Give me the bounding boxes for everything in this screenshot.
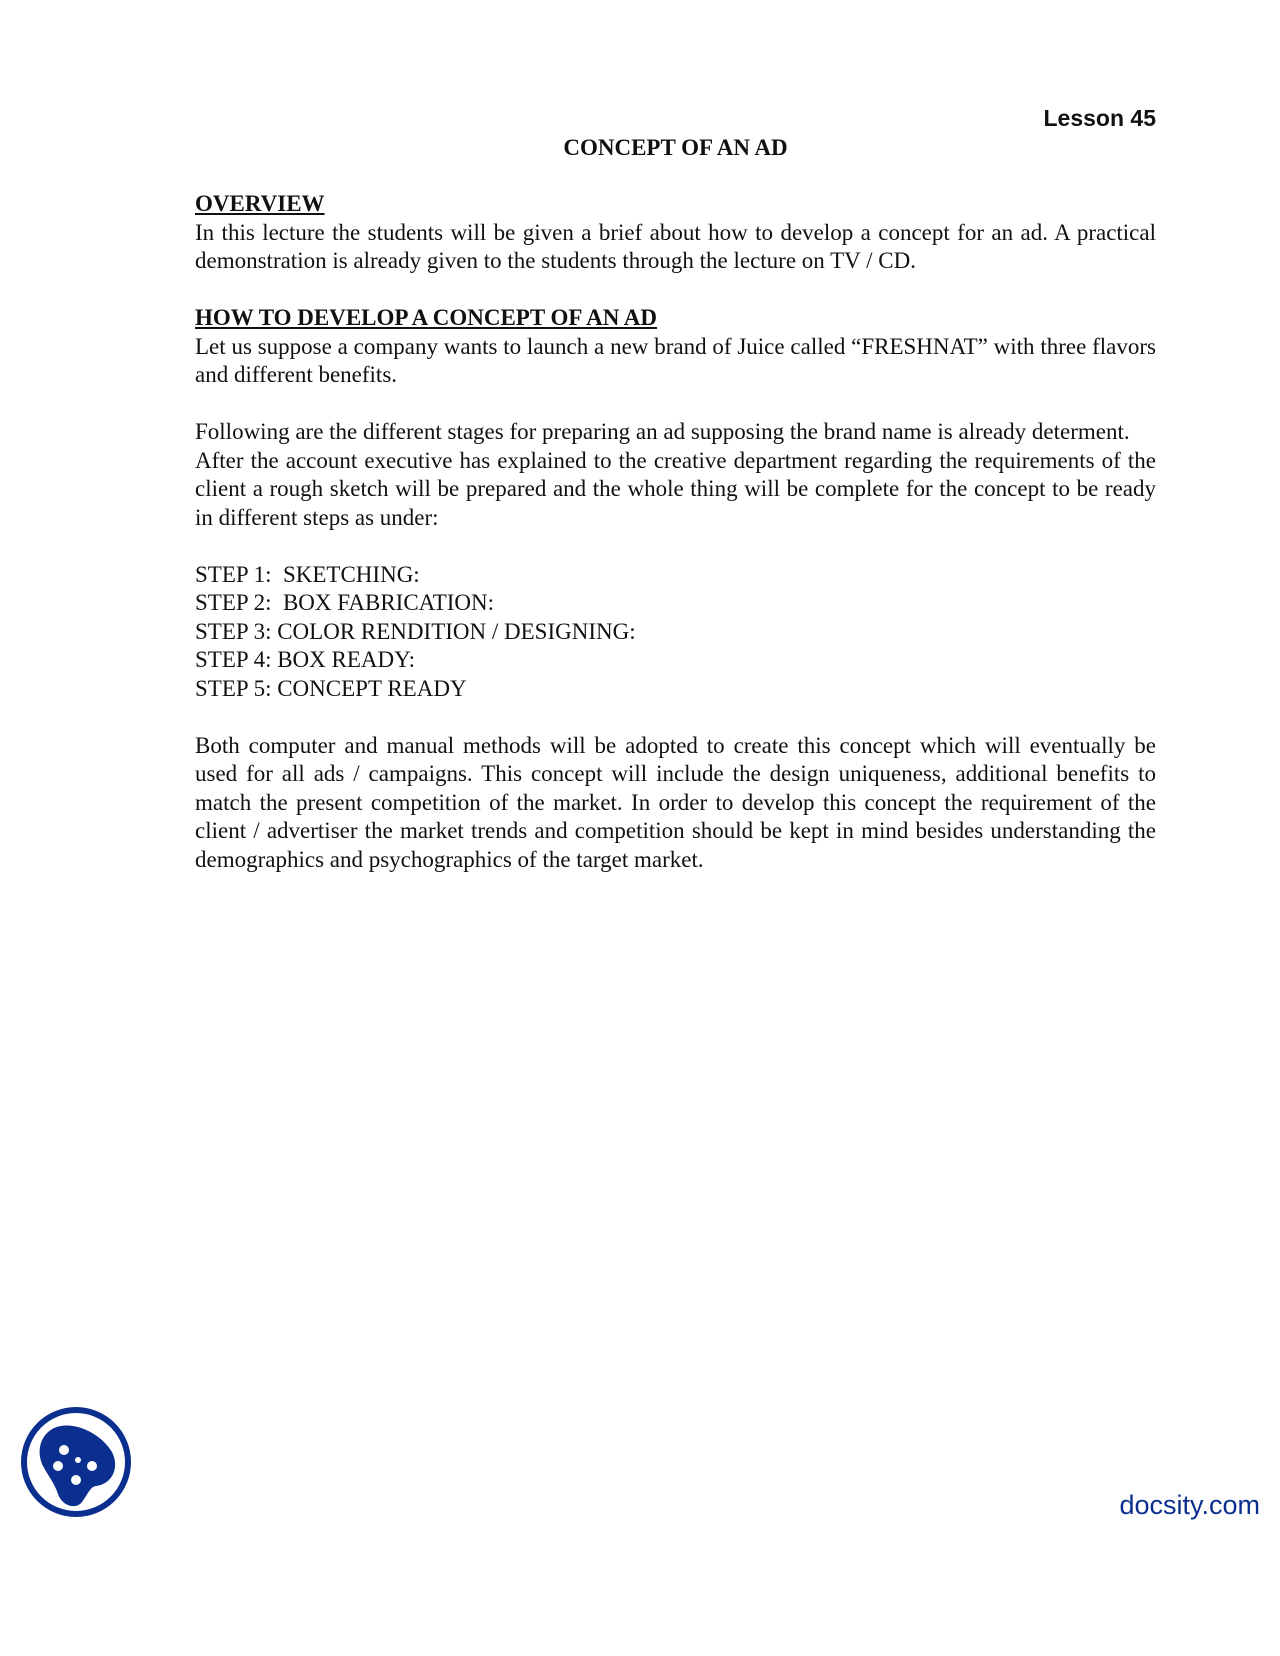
develop-paragraph-1: Let us suppose a company wants to launch a new brand of Juice called “FRESHNAT” with three flavors and different benefits. xyxy=(195,333,1156,387)
page-title: CONCEPT OF AN AD xyxy=(563,135,788,160)
develop-heading: HOW TO DEVELOP A CONCEPT OF AN AD xyxy=(195,305,658,330)
step-item: STEP 1: SKETCHING: xyxy=(195,561,420,587)
docsity-brand-link[interactable]: docsity.com xyxy=(1119,1490,1260,1520)
develop-paragraph-4: Both computer and manual methods will be adopted to create this concept which will eventually be used for all ads / campaigns. This concept will include the design uniqueness, additional benefits to match the present competition of the market. In order to develop this concept the requirement of the client / advertiser the market trends and competition should be kept in mind besides understanding the demographics and psychographics of the target market. xyxy=(195,732,1156,872)
overview-paragraph: In this lecture the students will be given a brief about how to develop a concept for an ad. A practical demonstration is already given to the students through the lecture on TV / CD. xyxy=(195,219,1156,273)
step-item: STEP 2: BOX FABRICATION: xyxy=(195,590,495,615)
docsity-logo-icon[interactable] xyxy=(20,1406,132,1518)
overview-heading: OVERVIEW xyxy=(195,191,325,216)
develop-paragraph-3: After the account executive has explained to the creative department regarding the requirements of the client a rough sketch will be prepared and the whole thing will be complete for the concept to be ready in different steps as under: xyxy=(195,447,1156,530)
step-item: STEP 3: COLOR RENDITION / DESIGNING: xyxy=(195,618,636,644)
step-item: STEP 4: BOX READY: xyxy=(195,647,416,672)
step-item: STEP 5: CONCEPT READY xyxy=(195,675,467,701)
steps-list xyxy=(195,561,1156,704)
document-page xyxy=(195,104,1156,874)
lesson-number: Lesson 45 xyxy=(1043,105,1156,131)
develop-paragraph-2: Following are the different stages for preparing an ad supposing the brand name is already determent. xyxy=(195,419,1130,444)
